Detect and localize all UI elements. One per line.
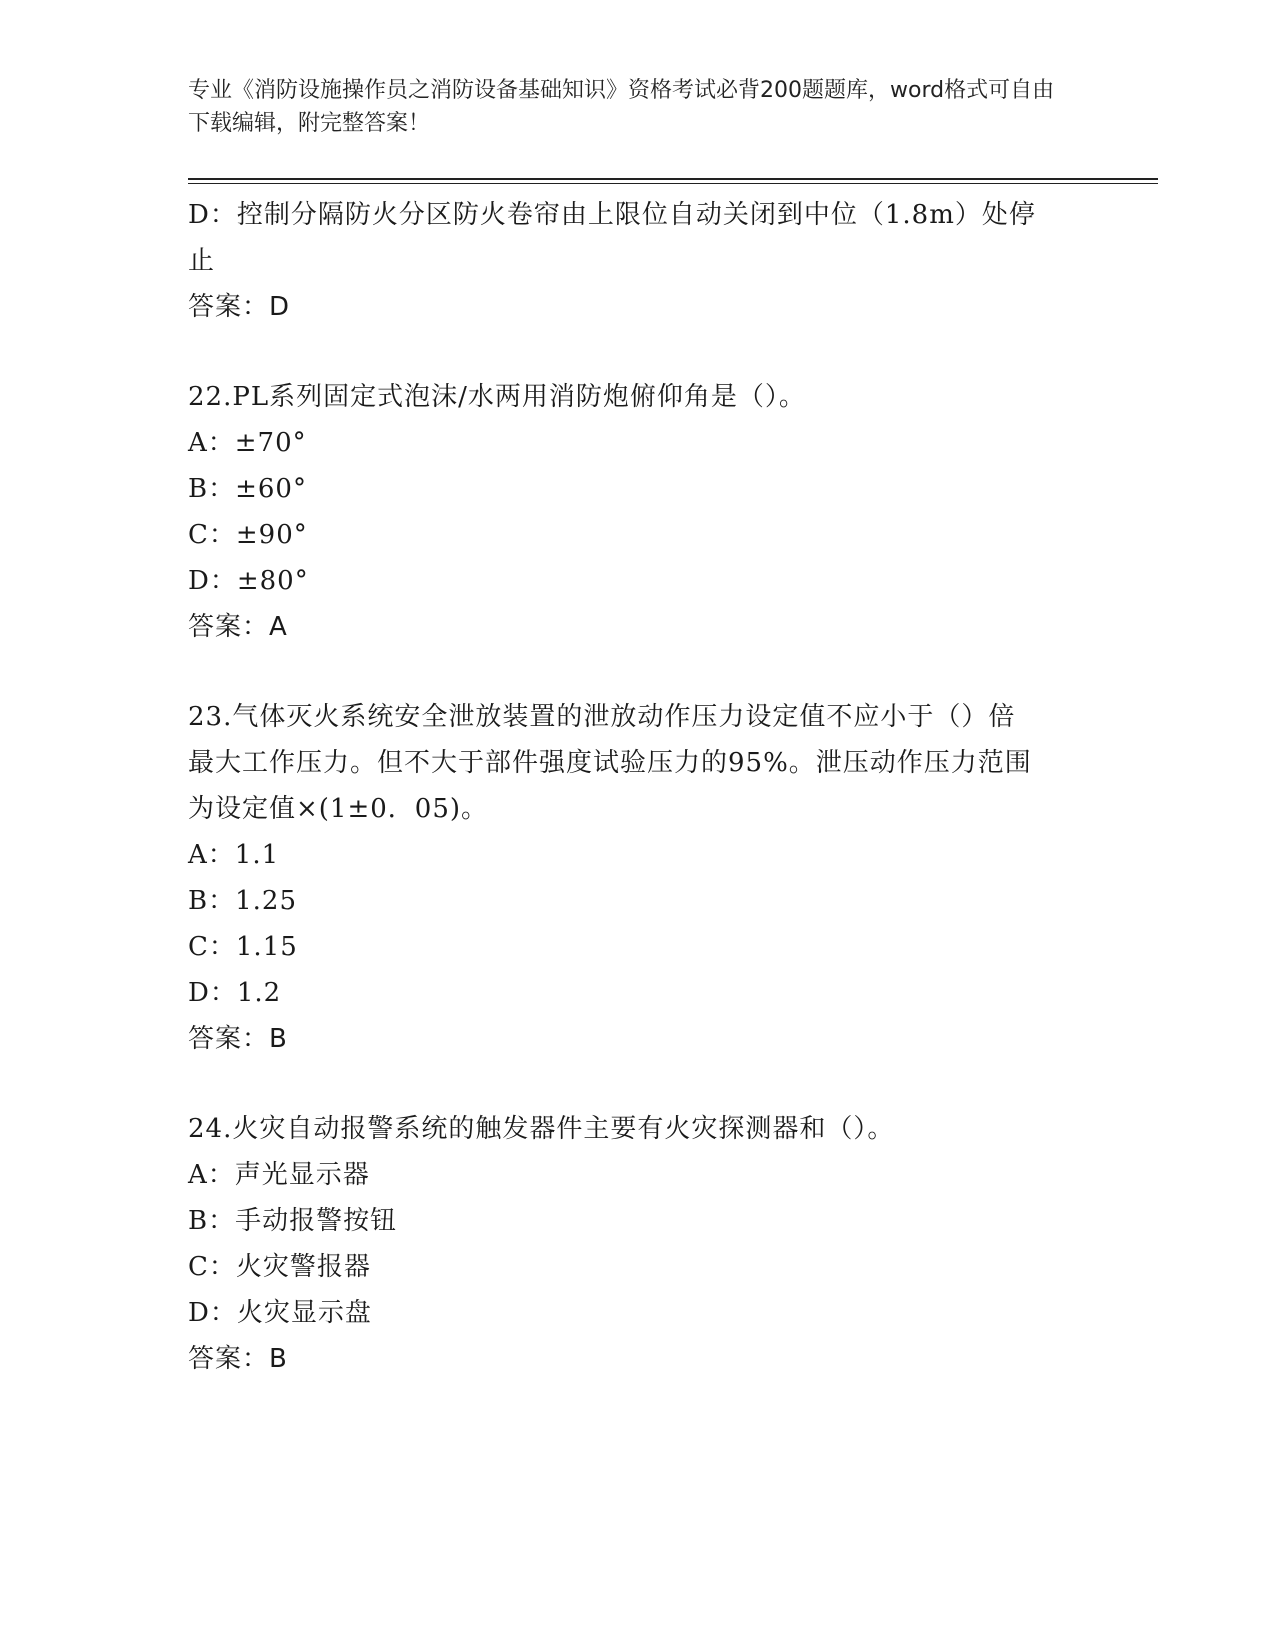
question-stem: 24.火灾自动报警系统的触发器件主要有火灾探测器和（）。 bbox=[188, 1114, 895, 1144]
document-header: 专业《消防设施操作员之消防设备基础知识》资格考试必背200题题库，word格式可自由下载编辑，附完整答案！ bbox=[188, 78, 1055, 136]
question-content bbox=[188, 192, 1088, 1382]
option-b: B：1.25 bbox=[188, 886, 297, 916]
question-stem-line-3: 为设定值×(1±0．05)。 bbox=[188, 794, 489, 824]
answer: 答案：A bbox=[188, 612, 288, 642]
option-d: D：火灾显示盘 bbox=[188, 1298, 372, 1328]
option-c: C：±90° bbox=[188, 520, 308, 550]
option-d: D：控制分隔防火分区防火卷帘由上限位自动关闭到中位（1.8m）处停 bbox=[188, 200, 1036, 230]
question-22 bbox=[188, 374, 1088, 650]
option-a: A：±70° bbox=[188, 428, 307, 458]
option-d-continued: 止 bbox=[188, 246, 216, 276]
header-divider-thin bbox=[188, 183, 1158, 184]
question-stem-line-1: 23.气体灭火系统安全泄放装置的泄放动作压力设定值不应小于（）倍 bbox=[188, 702, 1016, 732]
option-c: C：1.15 bbox=[188, 932, 298, 962]
question-stem: 22.PL系列固定式泡沫/水两用消防炮俯仰角是（）。 bbox=[188, 382, 806, 412]
question-23 bbox=[188, 694, 1088, 1062]
question-24 bbox=[188, 1106, 1088, 1382]
question-stem-line-2: 最大工作压力。但不大于部件强度试验压力的95%。泄压动作压力范围 bbox=[188, 748, 1032, 778]
option-a: A：1.1 bbox=[188, 840, 280, 870]
option-b: B：±60° bbox=[188, 474, 307, 504]
answer: 答案：B bbox=[188, 1344, 288, 1374]
option-c: C：火灾警报器 bbox=[188, 1252, 371, 1282]
answer: 答案：D bbox=[188, 292, 291, 322]
option-d: D：1.2 bbox=[188, 978, 282, 1008]
option-d: D：±80° bbox=[188, 566, 309, 596]
prev-question bbox=[188, 192, 1088, 330]
option-a: A：声光显示器 bbox=[188, 1160, 370, 1190]
option-b: B：手动报警按钮 bbox=[188, 1206, 398, 1236]
header-divider-thick bbox=[188, 178, 1158, 180]
answer: 答案：B bbox=[188, 1024, 288, 1054]
